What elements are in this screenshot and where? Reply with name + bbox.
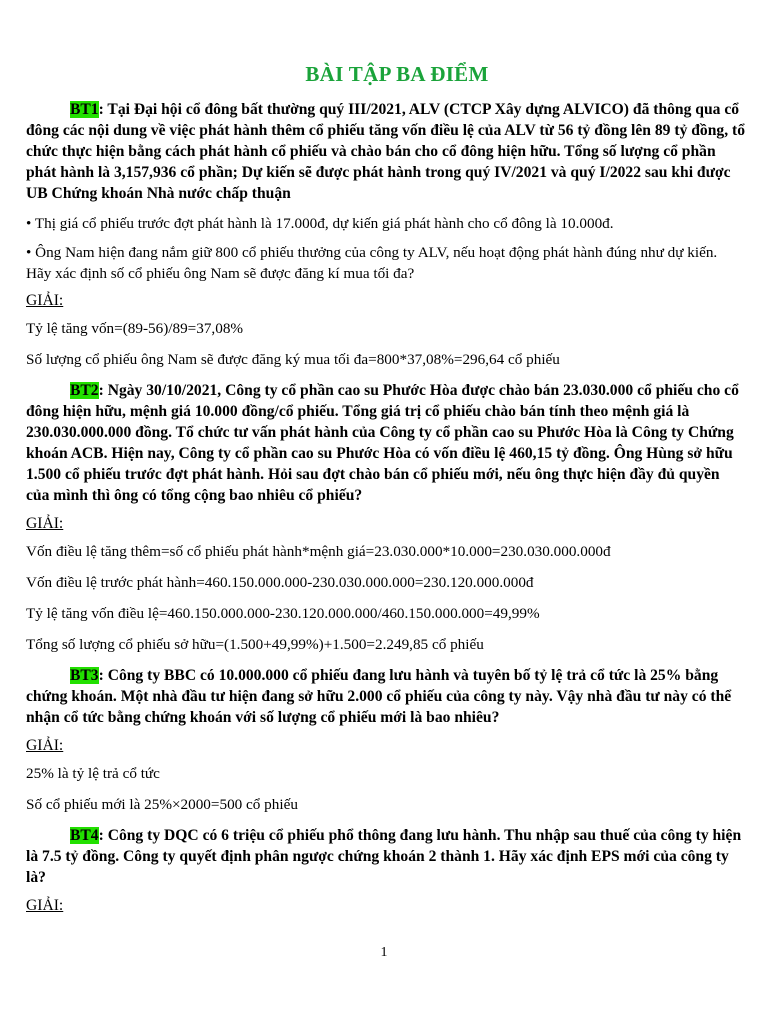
solution-line: Tỷ lệ tăng vốn=(89-56)/89=37,08% [26, 320, 244, 337]
problem-tag-bt1: BT1 [70, 101, 99, 118]
solution-heading-bt4: GIẢI: [26, 897, 64, 914]
solution-line: Tổng số lượng cổ phiếu sở hữu=(1.500+49,99%)+1.500=2.249,85 cổ phiếu [26, 636, 484, 653]
bt1-bullet-1: • Thị giá cổ phiếu trước đợt phát hành là 17.000đ, dự kiến giá phát hành cho cổ đông là 10.000đ. [26, 215, 614, 232]
problem-text-bt1: : Tại Đại hội cổ đông bất thường quý III/2021, ALV (CTCP Xây dựng ALVICO) đã thông qua cổ đông các nội dung về việc phát hành thêm cổ phiếu tăng vốn điều lệ của ALV từ 56 tỷ đồng lên 89 tỷ đồng, tổ chức thực hiện bằng cách phát hành cổ phiếu và chào bán cho cổ đông hiện hữu. Tổng số lượng cổ phần phát hành là 3,157,936 cổ phần; Dự kiến sẽ được phát hành trong quý IV/2021 và quý I/2022 sau khi được UB Chứng khoán Nhà nước chấp thuận [26, 101, 745, 202]
solution-line: Số lượng cổ phiếu ông Nam sẽ được đăng ký mua tối đa=800*37,08%=296,64 cổ phiếu [26, 351, 560, 368]
solution-heading-bt3: GIẢI: [26, 737, 64, 754]
problem-tag-bt4: BT4 [70, 827, 99, 844]
page-title: BÀI TẬP BA ĐIỂM [305, 62, 489, 86]
solution-line: Vốn điều lệ tăng thêm=số cổ phiếu phát hành*mệnh giá=23.030.000*10.000=230.030.000.000đ [26, 543, 611, 560]
solution-line: Số cổ phiếu mới là 25%×2000=500 cổ phiếu [26, 796, 298, 813]
bt1-bullet-2: • Ông Nam hiện đang nắm giữ 800 cổ phiếu thưởng của công ty ALV, nếu hoạt động phát hành đúng như dự kiến. Hãy xác định số cổ phiếu ông Nam sẽ được đăng kí mua tối đa? [26, 244, 718, 282]
problem-tag-bt3: BT3 [70, 667, 99, 684]
problem-bt4 [26, 825, 746, 888]
solution-line: Vốn điều lệ trước phát hành=460.150.000.000-230.030.000.000=230.120.000.000đ [26, 574, 534, 591]
problem-bt1 [26, 99, 746, 204]
problem-bt2 [26, 380, 746, 506]
problem-text-bt2: : Ngày 30/10/2021, Công ty cổ phần cao su Phước Hòa được chào bán 23.030.000 cổ phiếu cho cổ đông hiện hữu, mệnh giá 10.000 đồng/cổ phiếu. Tổng giá trị cổ phiếu chào bán tính theo mệnh giá là 230.030.000.000 đồng. Tổ chức tư vấn phát hành của Công ty cổ phần cao su Phước Hòa là Công ty Chứng khoán ACB. Hiện nay, Công ty cổ phần cao su Phước Hòa có vốn điều lệ 460,15 tỷ đồng. Ông Hùng sở hữu 1.500 cổ phiếu trước đợt phát hành. Hỏi sau đợt chào bán cổ phiếu mới, nếu ông thực hiện đầy đủ quyền của mình thì ông có tổng cộng bao nhiêu cổ phiếu? [26, 382, 739, 504]
problem-text-bt4: : Công ty DQC có 6 triệu cổ phiếu phổ thông đang lưu hành. Thu nhập sau thuế của công ty hiện là 7.5 tỷ đồng. Công ty quyết định phân ngược chứng khoán 2 thành 1. Hãy xác định EPS mới của công ty là? [26, 827, 742, 886]
problem-tag-bt2: BT2 [70, 382, 99, 399]
problem-bt3 [26, 665, 746, 728]
solution-heading-bt1: GIẢI: [26, 292, 64, 309]
page-number: 1 [380, 945, 388, 960]
solution-line: 25% là tỷ lệ trả cổ tức [26, 765, 160, 782]
problem-text-bt3: : Công ty BBC có 10.000.000 cổ phiếu đang lưu hành và tuyên bố tỷ lệ trả cổ tức là 25% bằng chứng khoán. Một nhà đầu tư hiện đang sở hữu 2.000 cổ phiếu của công ty này. Vậy nhà đầu tư này có thể nhận cổ tức bằng chứng khoán với số lượng cổ phiếu mới là bao nhiêu? [26, 667, 732, 726]
solution-heading-bt2: GIẢI: [26, 515, 64, 532]
solution-line: Tỷ lệ tăng vốn điều lệ=460.150.000.000-230.120.000.000/460.150.000.000=49,99% [26, 605, 540, 622]
